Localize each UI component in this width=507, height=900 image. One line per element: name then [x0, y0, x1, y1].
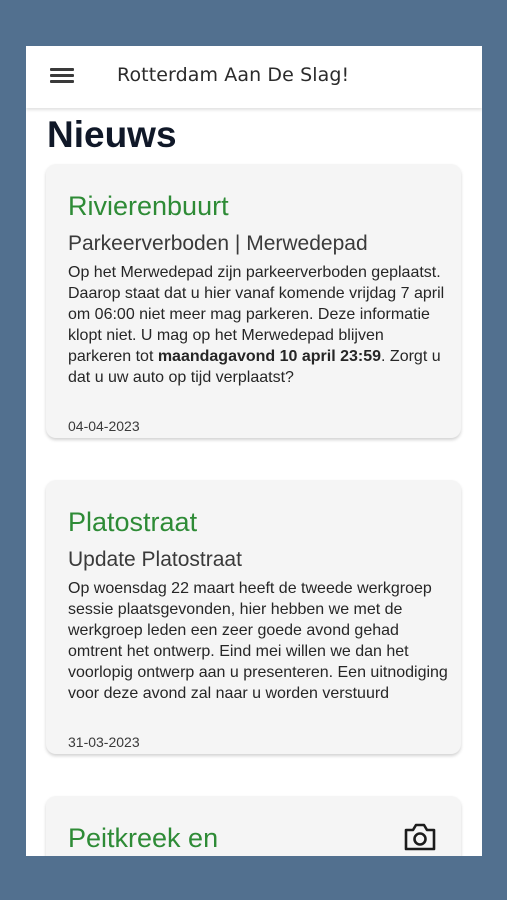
- page-title: Nieuws: [47, 114, 177, 155]
- news-area: Rivierenbuurt: [68, 191, 229, 221]
- news-body: Op woensdag 22 maart heeft de tweede werkgroep sessie plaatsgevonden, hier hebben we met de werkgroep leden een zeer goede avond gehad omtrent het ontwerp. Eind mei willen we dan het voorlopig ontwerp aan u presenteren. Een uitnodiging voor deze avond zal naar u worden verstuurd: [68, 580, 448, 702]
- news-card[interactable]: [46, 164, 461, 438]
- camera-icon: [403, 822, 437, 852]
- app-screen: [26, 46, 482, 856]
- news-card[interactable]: [46, 796, 461, 856]
- news-body: Op het Merwedepad zijn parkeerverboden geplaatst. Daarop staat dat u hier vanaf komende vrijdag 7 april om 06:00 niet meer mag parkeren. Deze informatie klopt niet. U mag op het Merwedepad blijven parkeren tot maandagavond 10 april 23:59. Zorgt u dat u uw auto op tijd verplaatst?: [68, 264, 445, 386]
- news-subtitle: Update Platostraat: [68, 548, 242, 571]
- news-date: 04-04-2023: [68, 418, 140, 434]
- news-area: Peitkreek en: [68, 823, 219, 853]
- news-area: Platostraat: [68, 507, 198, 537]
- news-card[interactable]: [46, 480, 461, 754]
- app-title: Rotterdam Aan De Slag!: [117, 64, 350, 86]
- news-date: 31-03-2023: [68, 734, 140, 750]
- news-subtitle: Parkeerverboden | Merwedepad: [68, 232, 368, 255]
- menu-icon[interactable]: [50, 67, 74, 85]
- app-bar: [26, 46, 482, 108]
- news-body-highlight: maandagavond 10 april 23:59: [157, 348, 382, 365]
